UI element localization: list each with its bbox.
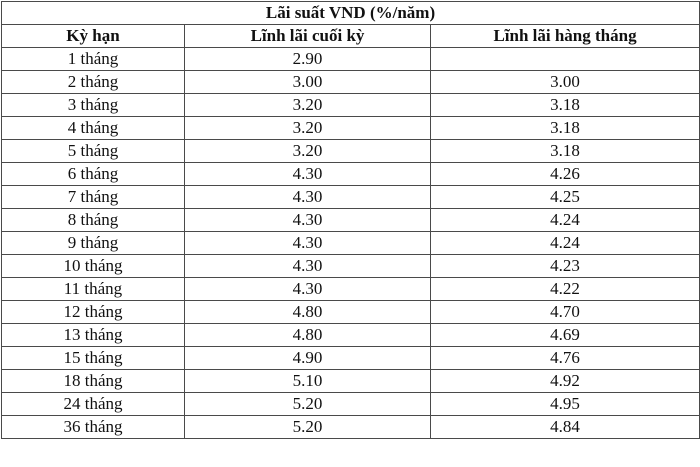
table-row [2,186,700,209]
table-row [2,163,700,186]
table-title-row [2,2,700,25]
table-row [2,71,700,94]
monthly-rate-cell: 4.70 [431,301,700,324]
term-cell: 4 tháng [2,117,185,140]
term-cell: 18 tháng [2,370,185,393]
table-title: Lãi suất VND (%/năm) [2,2,700,25]
column-header-monthly: Lĩnh lãi hàng tháng [431,25,700,48]
table-body [2,48,700,439]
table-row [2,278,700,301]
table-row [2,140,700,163]
monthly-rate-cell [431,48,700,71]
monthly-rate-cell: 3.18 [431,94,700,117]
monthly-rate-cell: 4.92 [431,370,700,393]
end-of-term-rate-cell: 4.30 [185,209,431,232]
end-of-term-rate-cell: 3.20 [185,117,431,140]
term-cell: 12 tháng [2,301,185,324]
end-of-term-rate-cell: 5.10 [185,370,431,393]
table-row [2,324,700,347]
term-cell: 3 tháng [2,94,185,117]
end-of-term-rate-cell: 5.20 [185,393,431,416]
column-header-end-of-term: Lĩnh lãi cuối kỳ [185,25,431,48]
monthly-rate-cell: 4.26 [431,163,700,186]
term-cell: 8 tháng [2,209,185,232]
monthly-rate-cell: 4.25 [431,186,700,209]
monthly-rate-cell: 4.69 [431,324,700,347]
term-cell: 6 tháng [2,163,185,186]
table-row [2,347,700,370]
table-row [2,209,700,232]
table-row [2,393,700,416]
end-of-term-rate-cell: 3.20 [185,94,431,117]
table-row [2,48,700,71]
table-row [2,301,700,324]
end-of-term-rate-cell: 4.30 [185,232,431,255]
term-cell: 15 tháng [2,347,185,370]
table-row [2,94,700,117]
term-cell: 7 tháng [2,186,185,209]
end-of-term-rate-cell: 4.80 [185,324,431,347]
term-cell: 1 tháng [2,48,185,71]
monthly-rate-cell: 4.84 [431,416,700,439]
table-header-row [2,25,700,48]
monthly-rate-cell: 4.24 [431,232,700,255]
monthly-rate-cell: 3.18 [431,140,700,163]
monthly-rate-cell: 3.18 [431,117,700,140]
end-of-term-rate-cell: 4.30 [185,186,431,209]
end-of-term-rate-cell: 4.30 [185,255,431,278]
end-of-term-rate-cell: 2.90 [185,48,431,71]
column-header-term: Kỳ hạn [2,25,185,48]
term-cell: 5 tháng [2,140,185,163]
term-cell: 24 tháng [2,393,185,416]
term-cell: 10 tháng [2,255,185,278]
table-row [2,117,700,140]
term-cell: 11 tháng [2,278,185,301]
term-cell: 36 tháng [2,416,185,439]
end-of-term-rate-cell: 4.90 [185,347,431,370]
end-of-term-rate-cell: 4.30 [185,163,431,186]
end-of-term-rate-cell: 3.20 [185,140,431,163]
monthly-rate-cell: 3.00 [431,71,700,94]
monthly-rate-cell: 4.76 [431,347,700,370]
monthly-rate-cell: 4.24 [431,209,700,232]
table-row [2,255,700,278]
end-of-term-rate-cell: 4.80 [185,301,431,324]
table-row [2,370,700,393]
interest-rate-table [1,1,700,439]
table-row [2,416,700,439]
monthly-rate-cell: 4.22 [431,278,700,301]
table-row [2,232,700,255]
monthly-rate-cell: 4.95 [431,393,700,416]
end-of-term-rate-cell: 4.30 [185,278,431,301]
end-of-term-rate-cell: 5.20 [185,416,431,439]
end-of-term-rate-cell: 3.00 [185,71,431,94]
term-cell: 9 tháng [2,232,185,255]
term-cell: 2 tháng [2,71,185,94]
term-cell: 13 tháng [2,324,185,347]
monthly-rate-cell: 4.23 [431,255,700,278]
